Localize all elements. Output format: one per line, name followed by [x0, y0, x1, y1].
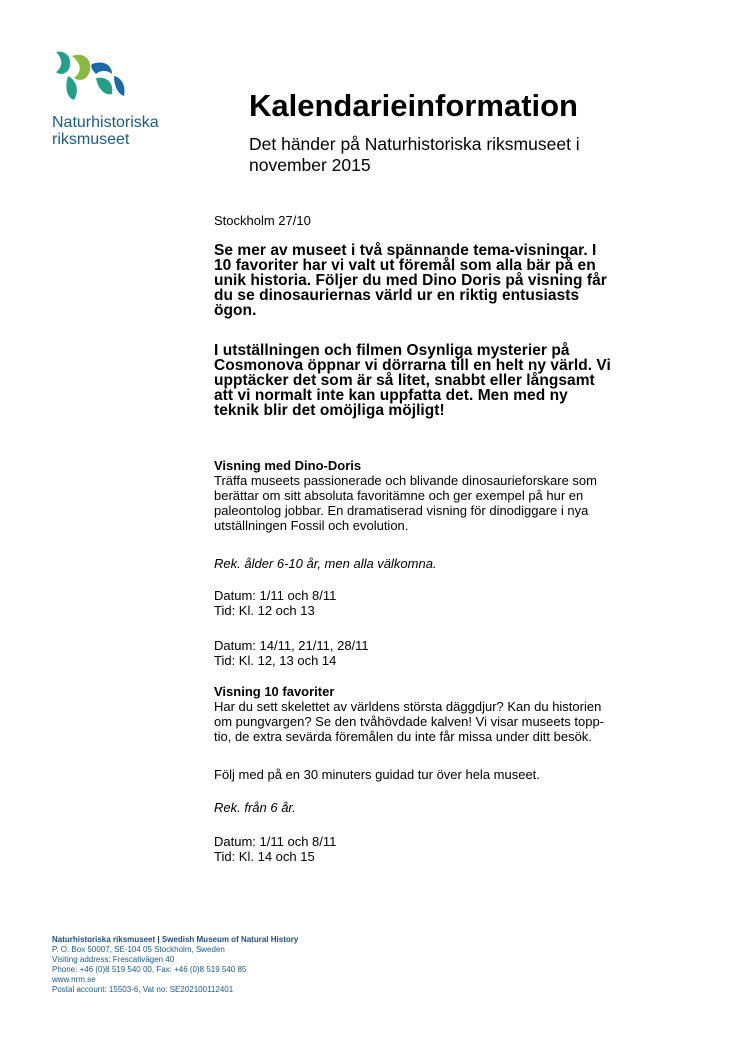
section2-heading: Visning 10 favoriter	[214, 684, 335, 699]
section1-heading: Visning med Dino-Doris	[214, 458, 362, 473]
section1-body-line: berättar om sitt absoluta favoritämne och ger exempel på hur en	[214, 488, 584, 503]
logo-leaf-teal-3	[96, 78, 112, 95]
section1-age: Rek. ålder 6-10 år, men alla välkomna.	[214, 556, 437, 571]
section2-body-line: tio, de extra sevärda föremålen du inte får missa under ditt besök.	[214, 729, 592, 744]
section2-age: Rek. från 6 år.	[214, 800, 296, 815]
footer-postal: Postal account: 15503-6, Vat no: SE202100112401	[52, 985, 234, 994]
subtitle-line2: november 2015	[249, 155, 371, 175]
logo-leaf-blue-2	[114, 76, 125, 96]
lead-p2-line: upptäcker det som är så litet, snabbt eller långsamt	[214, 372, 595, 389]
section1-time2: Tid: Kl. 12, 13 och 14	[214, 653, 337, 668]
lead-p2-line: att vi normalt inte kan uppfatta det. Men med ny	[214, 387, 568, 404]
lead-p1-line: unik historia. Följer du med Dino Doris på visning får	[214, 272, 607, 289]
logo-leaf-green	[72, 55, 90, 80]
section1-body-line: utställningen Fossil och evolution.	[214, 518, 409, 533]
logo-leaf-blue	[91, 62, 112, 74]
logo-name-line1: Naturhistoriska	[52, 114, 159, 131]
section1-body-line: paleontolog jobbar. En dramatiserad visning för dinodiggare i nya	[214, 503, 589, 518]
footer-web[interactable]: www.nrm.se	[52, 975, 96, 984]
footer-visit: Visiting address: Frescativägen 40	[52, 955, 175, 964]
nrm-logo-icon	[52, 50, 128, 102]
section2-body-line: om pungvargen? Se den tvåhövdade kalven! Vi visar museets topp-	[214, 714, 604, 729]
lead-p1-line: du se dinosauriernas värld ur en riktig entusiasts	[214, 287, 580, 304]
section2-body	[214, 699, 694, 744]
section2-date1: Datum: 1/11 och 8/11	[214, 834, 337, 849]
logo-leaf-teal-2	[66, 76, 76, 100]
dateline: Stockholm 27/10	[214, 213, 311, 228]
section1-time1: Tid: Kl. 12 och 13	[214, 603, 315, 618]
subtitle-line1: Det händer på Naturhistoriska riksmuseet i	[249, 134, 580, 154]
section1-date1: Datum: 1/11 och 8/11	[214, 588, 337, 603]
footer-phone: Phone: +46 (0)8 519 540 00, Fax: +46 (0)8 519 540 85	[52, 965, 247, 974]
lead-p1-line: ögon.	[214, 302, 257, 319]
page-title: Kalendarieinformation	[249, 88, 578, 123]
section1-body	[214, 473, 694, 533]
section1-body-line: Träffa museets passionerade och blivande dinosaurieforskare som	[214, 473, 597, 488]
logo-name-line2: riksmuseet	[52, 131, 130, 148]
logo-leaf-teal	[56, 52, 70, 74]
section2-tour: Följ med på en 30 minuters guidad tur över hela museet.	[214, 767, 540, 782]
footer-org: Naturhistoriska riksmuseet | Swedish Museum of Natural History	[52, 935, 299, 944]
lead-p2-line: teknik blir det omöjliga möjligt!	[214, 402, 445, 419]
section2-time1: Tid: Kl. 14 och 15	[214, 849, 315, 864]
section2-body-line: Har du sett skelettet av världens största däggdjur? Kan du historien	[214, 699, 602, 714]
lead-p2-line: I utställningen och filmen Osynliga mysterier på	[214, 342, 570, 359]
lead-p2-line: Cosmonova öppnar vi dörrarna till en helt ny värld. Vi	[214, 357, 611, 374]
footer-box: P. O. Box 50007, SE-104 05 Stockholm, Sweden	[52, 945, 225, 954]
section1-date2: Datum: 14/11, 21/11, 28/11	[214, 638, 369, 653]
lead-paragraph-1	[214, 243, 694, 318]
lead-p1-line: Se mer av museet i två spännande tema-visningar. I	[214, 242, 597, 259]
lead-paragraph-2	[214, 343, 694, 418]
lead-p1-line: 10 favoriter har vi valt ut föremål som alla bär på en	[214, 257, 596, 274]
